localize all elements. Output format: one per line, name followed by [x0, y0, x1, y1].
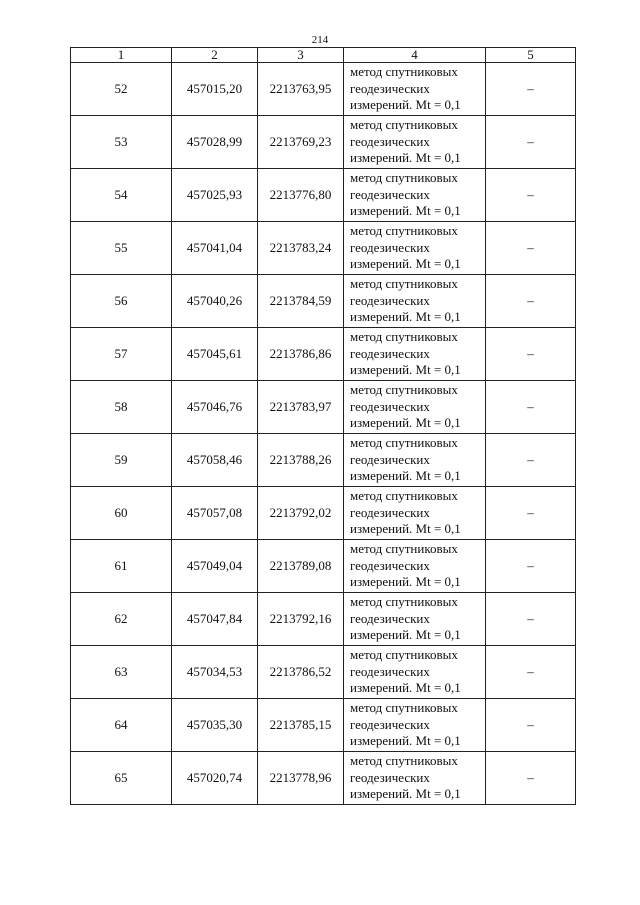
method-text-line: метод спутниковых — [350, 382, 458, 398]
point-number-cell: 59 — [71, 434, 172, 487]
method-text-line: измерений. Mt = 0,1 — [350, 362, 461, 378]
method-text-line: измерений. Mt = 0,1 — [350, 468, 461, 484]
x-coordinate-cell: 457028,99 — [172, 116, 258, 169]
x-coordinate-cell: 457025,93 — [172, 169, 258, 222]
method-cell — [344, 63, 486, 116]
y-coordinate-cell: 2213786,86 — [258, 328, 344, 381]
table-row — [71, 593, 576, 646]
method-cell — [344, 593, 486, 646]
column-header: 3 — [258, 48, 344, 63]
method-cell — [344, 222, 486, 275]
point-number-cell: 58 — [71, 381, 172, 434]
method-text-line: геодезических — [350, 557, 430, 573]
method-text-line: метод спутниковых — [350, 170, 458, 186]
note-cell: – — [486, 381, 576, 434]
method-cell — [344, 540, 486, 593]
method-text-line: измерений. Mt = 0,1 — [350, 521, 461, 537]
y-coordinate-cell: 2213783,97 — [258, 381, 344, 434]
table-row — [71, 63, 576, 116]
column-header: 4 — [344, 48, 486, 63]
note-cell: – — [486, 275, 576, 328]
note-cell: – — [486, 169, 576, 222]
note-cell: – — [486, 434, 576, 487]
method-text-line: метод спутниковых — [350, 541, 458, 557]
table-row — [71, 699, 576, 752]
table-row — [71, 487, 576, 540]
method-text-line: измерений. Mt = 0,1 — [350, 627, 461, 643]
method-text-line: метод спутниковых — [350, 435, 458, 451]
table-row — [71, 381, 576, 434]
method-text-line: метод спутниковых — [350, 276, 458, 292]
method-text-line: измерений. Mt = 0,1 — [350, 309, 461, 325]
method-text-line: метод спутниковых — [350, 594, 458, 610]
method-cell — [344, 381, 486, 434]
note-cell: – — [486, 540, 576, 593]
x-coordinate-cell: 457020,74 — [172, 752, 258, 805]
method-text-line: измерений. Mt = 0,1 — [350, 574, 461, 590]
method-text-line: метод спутниковых — [350, 64, 458, 80]
method-text-line: измерений. Mt = 0,1 — [350, 415, 461, 431]
point-number-cell: 57 — [71, 328, 172, 381]
method-text-line: геодезических — [350, 451, 430, 467]
note-cell: – — [486, 752, 576, 805]
y-coordinate-cell: 2213763,95 — [258, 63, 344, 116]
x-coordinate-cell: 457045,61 — [172, 328, 258, 381]
x-coordinate-cell: 457047,84 — [172, 593, 258, 646]
y-coordinate-cell: 2213792,16 — [258, 593, 344, 646]
method-cell — [344, 646, 486, 699]
method-text-line: геодезических — [350, 186, 430, 202]
method-text-line: метод спутниковых — [350, 488, 458, 504]
point-number-cell: 56 — [71, 275, 172, 328]
note-cell: – — [486, 487, 576, 540]
x-coordinate-cell: 457049,04 — [172, 540, 258, 593]
table-row — [71, 646, 576, 699]
method-text-line: геодезических — [350, 504, 430, 520]
method-text-line: геодезических — [350, 398, 430, 414]
x-coordinate-cell: 457015,20 — [172, 63, 258, 116]
table-row — [71, 169, 576, 222]
table-row — [71, 328, 576, 381]
method-text-line: геодезических — [350, 769, 430, 785]
y-coordinate-cell: 2213785,15 — [258, 699, 344, 752]
point-number-cell: 60 — [71, 487, 172, 540]
note-cell: – — [486, 222, 576, 275]
method-text-line: метод спутниковых — [350, 329, 458, 345]
method-text-line: геодезических — [350, 292, 430, 308]
method-text-line: геодезических — [350, 610, 430, 626]
y-coordinate-cell: 2213778,96 — [258, 752, 344, 805]
point-number-cell: 64 — [71, 699, 172, 752]
y-coordinate-cell: 2213776,80 — [258, 169, 344, 222]
method-cell — [344, 487, 486, 540]
point-number-cell: 63 — [71, 646, 172, 699]
note-cell: – — [486, 63, 576, 116]
point-number-cell: 61 — [71, 540, 172, 593]
point-number-cell: 53 — [71, 116, 172, 169]
table-row — [71, 116, 576, 169]
method-text-line: измерений. Mt = 0,1 — [350, 97, 461, 113]
method-cell — [344, 752, 486, 805]
table-row — [71, 434, 576, 487]
method-text-line: метод спутниковых — [350, 117, 458, 133]
method-text-line: геодезических — [350, 239, 430, 255]
note-cell: – — [486, 699, 576, 752]
y-coordinate-cell: 2213784,59 — [258, 275, 344, 328]
x-coordinate-cell: 457046,76 — [172, 381, 258, 434]
method-text-line: метод спутниковых — [350, 753, 458, 769]
point-number-cell: 55 — [71, 222, 172, 275]
x-coordinate-cell: 457035,30 — [172, 699, 258, 752]
note-cell: – — [486, 593, 576, 646]
method-cell — [344, 169, 486, 222]
y-coordinate-cell: 2213788,26 — [258, 434, 344, 487]
column-header: 5 — [486, 48, 576, 63]
x-coordinate-cell: 457057,08 — [172, 487, 258, 540]
method-text-line: метод спутниковых — [350, 647, 458, 663]
method-text-line: измерений. Mt = 0,1 — [350, 733, 461, 749]
note-cell: – — [486, 116, 576, 169]
y-coordinate-cell: 2213769,23 — [258, 116, 344, 169]
method-text-line: геодезических — [350, 345, 430, 361]
table-row — [71, 540, 576, 593]
point-number-cell: 54 — [71, 169, 172, 222]
column-header: 2 — [172, 48, 258, 63]
method-cell — [344, 434, 486, 487]
note-cell: – — [486, 328, 576, 381]
method-text-line: геодезических — [350, 80, 430, 96]
method-text-line: геодезических — [350, 663, 430, 679]
point-number-cell: 52 — [71, 63, 172, 116]
method-text-line: измерений. Mt = 0,1 — [350, 256, 461, 272]
method-cell — [344, 699, 486, 752]
coordinates-table — [70, 47, 576, 805]
y-coordinate-cell: 2213786,52 — [258, 646, 344, 699]
table-row — [71, 222, 576, 275]
method-text-line: метод спутниковых — [350, 700, 458, 716]
method-text-line: метод спутниковых — [350, 223, 458, 239]
method-text-line: измерений. Mt = 0,1 — [350, 203, 461, 219]
method-cell — [344, 116, 486, 169]
column-header: 1 — [71, 48, 172, 63]
point-number-cell: 65 — [71, 752, 172, 805]
page-number: 214 — [311, 34, 329, 46]
point-number-cell: 62 — [71, 593, 172, 646]
method-cell — [344, 275, 486, 328]
x-coordinate-cell: 457058,46 — [172, 434, 258, 487]
method-cell — [344, 328, 486, 381]
note-cell: – — [486, 646, 576, 699]
method-text-line: измерений. Mt = 0,1 — [350, 150, 461, 166]
method-text-line: геодезических — [350, 133, 430, 149]
table-body — [71, 63, 576, 805]
y-coordinate-cell: 2213789,08 — [258, 540, 344, 593]
x-coordinate-cell: 457041,04 — [172, 222, 258, 275]
table-row — [71, 275, 576, 328]
x-coordinate-cell: 457040,26 — [172, 275, 258, 328]
table-header-row — [71, 48, 576, 63]
x-coordinate-cell: 457034,53 — [172, 646, 258, 699]
method-text-line: измерений. Mt = 0,1 — [350, 786, 461, 802]
method-text-line: геодезических — [350, 716, 430, 732]
y-coordinate-cell: 2213783,24 — [258, 222, 344, 275]
method-text-line: измерений. Mt = 0,1 — [350, 680, 461, 696]
y-coordinate-cell: 2213792,02 — [258, 487, 344, 540]
table-row — [71, 752, 576, 805]
